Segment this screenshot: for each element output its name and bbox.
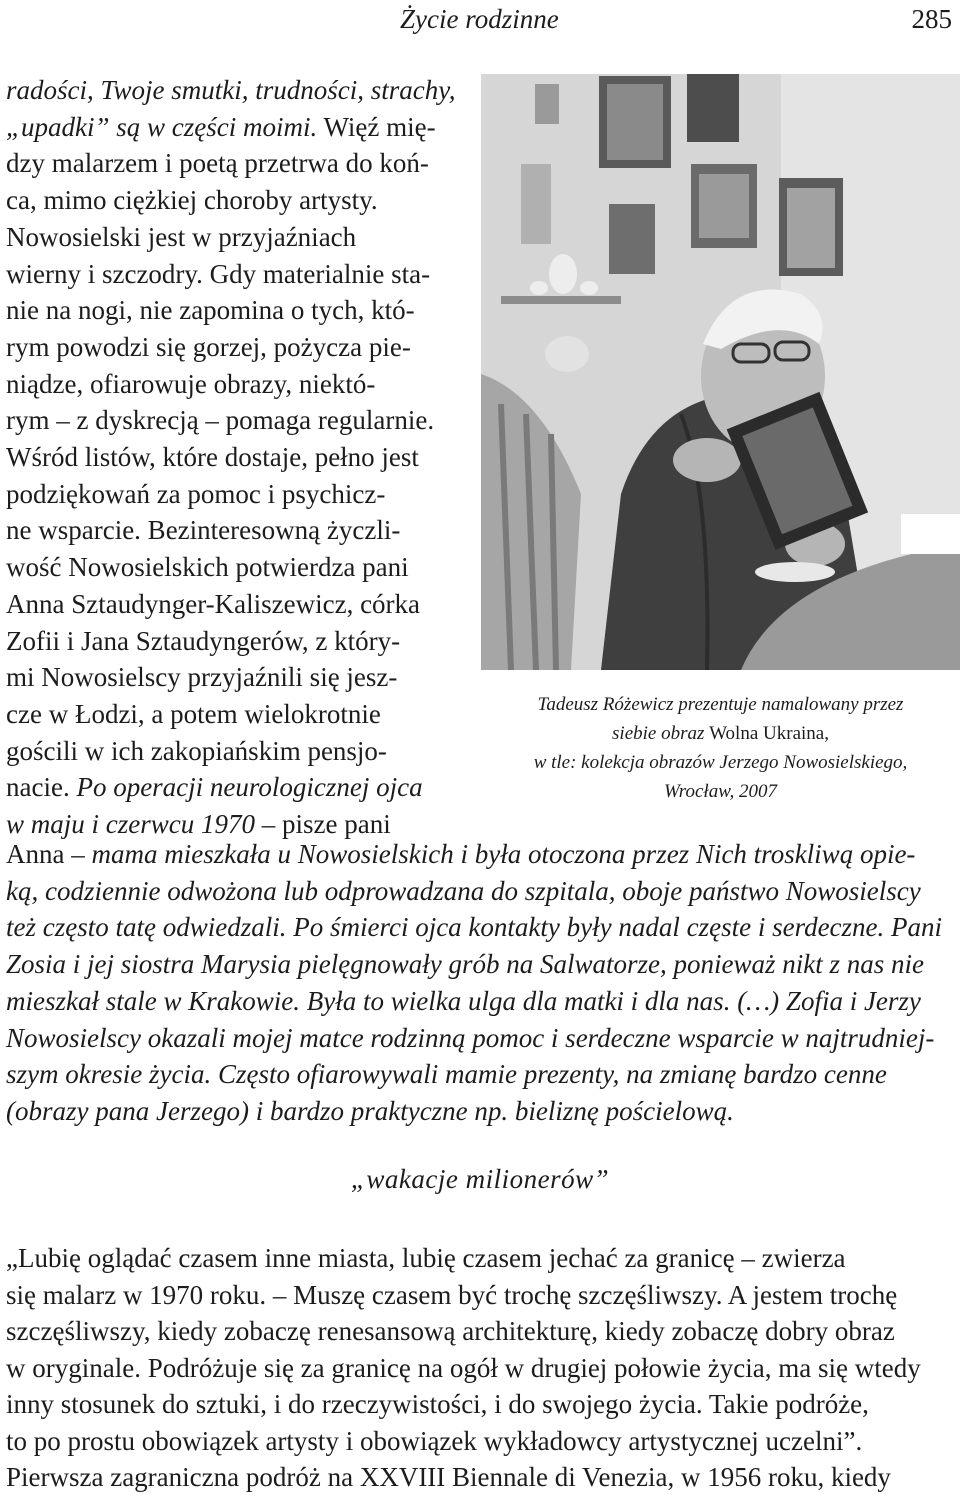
text-span: to po prostu obowiązek artysty i obowiązek wykładowcy artystycznej uczelni”. bbox=[6, 1425, 863, 1456]
text-line bbox=[6, 402, 434, 438]
text-span: ką, codziennie odwożona lub odprowadzana do szpitala, oboje państwo Nowosielscy bbox=[6, 875, 921, 906]
text-span: mama mieszkała u Nowosielskich i była otoczona przez Nich troskliwą opie- bbox=[91, 839, 916, 869]
running-head bbox=[0, 4, 960, 40]
text-span: Zosia i jej siostra Marysia pielęgnowały grób na Salwatorze, ponieważ nikt z nas nie bbox=[6, 949, 924, 980]
photo-illustration bbox=[481, 74, 960, 670]
text-line bbox=[6, 946, 924, 982]
text-span: podziękowań za pomoc i psychicz- bbox=[6, 478, 386, 509]
text-span: szczęśliwszy, kiedy zobaczę renesansową architekturę, kiedy zobaczę dobry obraz bbox=[6, 1316, 895, 1346]
text-span: Więź mię- bbox=[317, 111, 436, 142]
section-heading: „wakacje milionerów” bbox=[350, 1164, 610, 1194]
caption-line-3: w tle: kolekcja obrazów Jerzego Nowosielskiego, bbox=[533, 752, 908, 773]
text-line bbox=[6, 1423, 862, 1459]
text-span: mieszkał stale w Krakowie. Była to wielka ulga dla matki i dla nas. (…) Zofia i Jerzy bbox=[6, 985, 921, 1016]
caption-artwork-title: Wolna Ukraina, bbox=[709, 723, 829, 744]
text-line bbox=[6, 586, 420, 622]
text-line bbox=[6, 983, 921, 1019]
text-span: niądze, ofiarowuje obrazy, niektó- bbox=[6, 368, 376, 399]
text-line bbox=[6, 219, 356, 255]
text-line bbox=[6, 292, 415, 328]
text-span: dzy malarzem i poetą przetrwa do koń- bbox=[6, 148, 429, 179]
text-span: „Lubię oglądać czasem inne miasta, lubię czasem jechać za granicę – zwierza bbox=[6, 1243, 846, 1273]
text-span: Po operacji neurologicznej ojca bbox=[76, 772, 423, 803]
photo-caption bbox=[481, 690, 960, 806]
text-span: w oryginale. Podróżuje się za granicę na ogół w drugiej połowie życia, ma się wtedy bbox=[6, 1352, 921, 1383]
text-line bbox=[6, 1020, 934, 1056]
caption-line-2 bbox=[481, 719, 960, 748]
text-span: rym – z dyskrecją – pomaga regularnie. bbox=[6, 405, 435, 436]
text-line bbox=[6, 733, 387, 769]
chapter-title: Życie rodzinne bbox=[400, 4, 559, 34]
text-span: ne wsparcie. Bezinteresowną życzli- bbox=[6, 515, 401, 546]
text-span: Wśród listów, które dostaje, pełno jest bbox=[6, 442, 419, 472]
text-span: rym powodzi się gorzej, pożycza pie- bbox=[6, 331, 411, 362]
text-line bbox=[6, 329, 411, 365]
caption-line-4: Wrocław, 2007 bbox=[664, 781, 777, 802]
text-span: w maju i czerwcu 1970 bbox=[6, 809, 255, 839]
text-span: wość Nowosielskich potwierdza pani bbox=[6, 552, 409, 583]
text-span: Nowosielski jest w przyjaźniach bbox=[6, 221, 357, 252]
text-span: Anna Sztaudynger-Kaliszewicz, córka bbox=[6, 588, 421, 619]
text-line bbox=[6, 1240, 846, 1276]
text-line bbox=[6, 873, 921, 909]
text-line bbox=[6, 1056, 887, 1092]
text-line bbox=[6, 1386, 869, 1422]
text-span: (obrazy pana Jerzego) i bardzo praktyczne np. bieliznę pościelową. bbox=[6, 1095, 734, 1126]
text-line bbox=[6, 439, 419, 475]
text-span: nacie. bbox=[6, 772, 77, 803]
text-line bbox=[6, 909, 942, 945]
text-line bbox=[6, 182, 378, 218]
text-span: Nowosielscy okazali mojej matce rodzinną pomoc i serdeczne wsparcie w najtrudniej- bbox=[6, 1022, 935, 1053]
text-line bbox=[6, 696, 381, 732]
text-line bbox=[6, 623, 400, 659]
text-line bbox=[6, 145, 429, 181]
text-span: się malarz w 1970 roku. – Muszę czasem być trochę szczęśliwszy. A jestem trochę bbox=[6, 1279, 898, 1310]
text-span: cze w Łodzi, a potem wielokrotnie bbox=[6, 698, 381, 729]
page-number: 285 bbox=[911, 4, 952, 34]
text-span: szym okresie życia. Często ofiarowywali mamie prezenty, na zmianę bardzo cenne bbox=[6, 1059, 887, 1090]
text-line bbox=[6, 256, 430, 292]
text-line bbox=[6, 1277, 897, 1313]
caption-line-2-italic: siebie obraz bbox=[612, 723, 710, 744]
text-span: gościli w ich zakopiańskim pensjo- bbox=[6, 735, 387, 766]
text-span: Anna – bbox=[6, 839, 92, 869]
text-line bbox=[6, 1093, 734, 1129]
text-line bbox=[6, 366, 375, 402]
text-span: też często tatę odwiedzali. Po śmierci ojca kontakty były nadal częste i serdeczne. Pani bbox=[6, 912, 943, 943]
text-span: – pisze pani bbox=[255, 809, 391, 839]
caption-line-1: Tadeusz Różewicz prezentuje namalowany przez bbox=[537, 694, 904, 715]
text-line bbox=[6, 476, 385, 512]
text-line bbox=[6, 109, 436, 145]
text-line bbox=[6, 659, 397, 695]
text-line bbox=[6, 549, 409, 585]
text-span: Pierwsza zagraniczna podróż na XXVIII Biennale di Venezia, w 1956 roku, kiedy bbox=[6, 1462, 891, 1492]
text-line bbox=[6, 1313, 895, 1349]
text-span: Zofii i Jana Sztaudyngerów, z który- bbox=[6, 625, 401, 656]
text-line bbox=[6, 512, 400, 548]
text-span: nie na nogi, nie zapomina o tych, któ- bbox=[6, 295, 415, 326]
text-line bbox=[6, 1350, 921, 1386]
text-line bbox=[6, 769, 423, 805]
photograph bbox=[481, 74, 960, 670]
text-line bbox=[6, 836, 915, 872]
text-span: radości, Twoje smutki, trudności, strachy, bbox=[6, 75, 456, 105]
text-line bbox=[6, 72, 456, 108]
text-span: „upadki” są w części moimi. bbox=[6, 111, 318, 142]
text-span: wierny i szczodry. Gdy materialnie sta- bbox=[6, 258, 431, 289]
text-span: ca, mimo ciężkiej choroby artysty. bbox=[6, 185, 378, 216]
text-span: inny stosunek do sztuki, i do rzeczywistości, i do swojego życia. Takie podróże, bbox=[6, 1389, 869, 1419]
text-span: mi Nowosielscy przyjaźnili się jesz- bbox=[6, 662, 398, 693]
text-line bbox=[6, 1459, 891, 1495]
